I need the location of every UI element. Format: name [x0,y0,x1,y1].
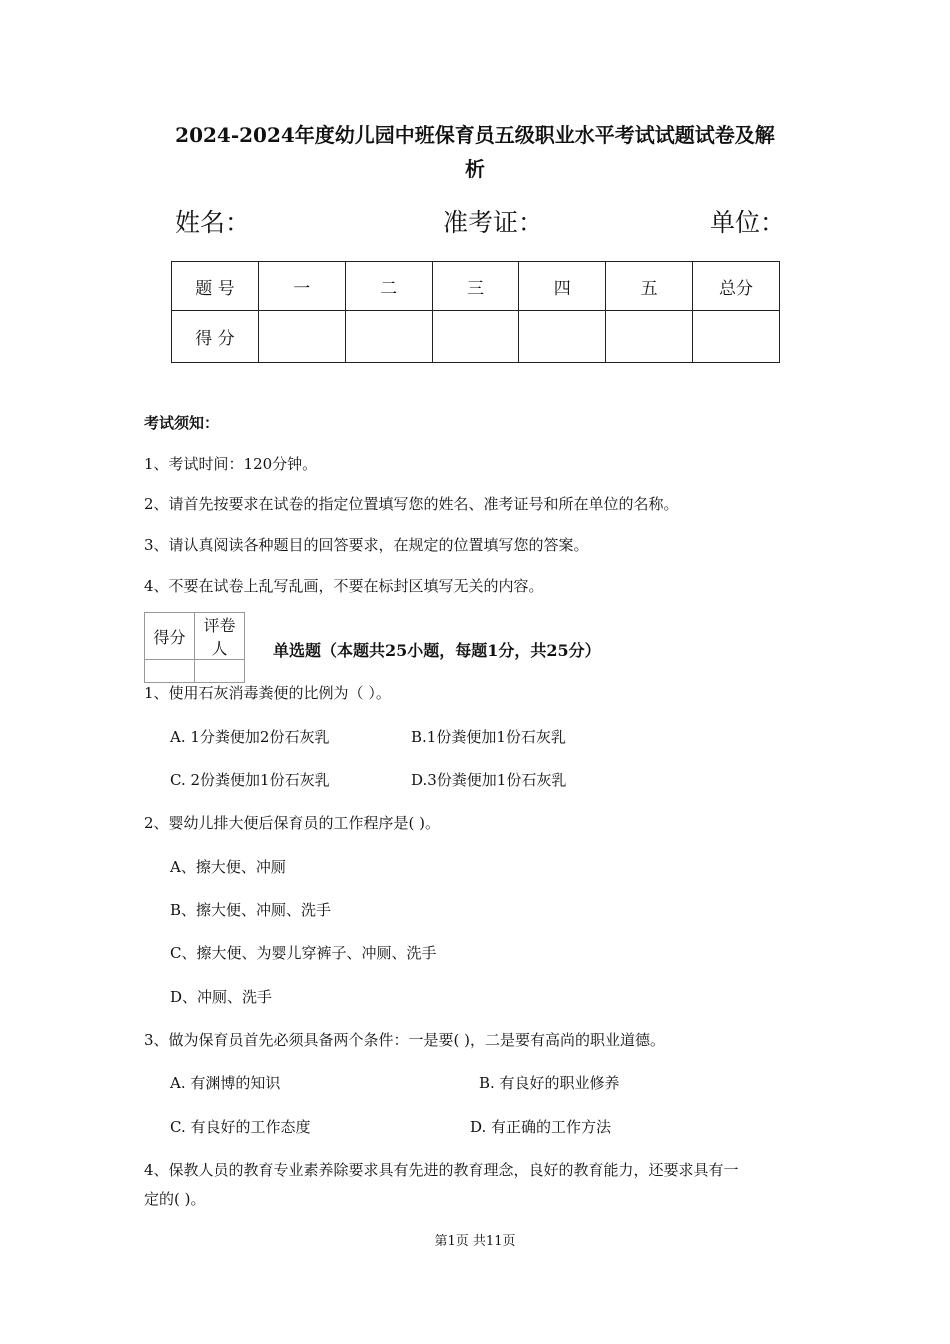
question-option: D. 有正确的工作方法 [470,1118,612,1136]
question-option: C、擦大便、为婴儿穿裤子、冲厕、洗手 [170,944,437,962]
score-table-cell: 二 [345,262,432,311]
ticket-field-label: 准考证： [443,208,544,237]
question-option: B. 有良好的职业修养 [479,1074,620,1092]
question-stem: 1、使用石灰消毒粪便的比例为（ ）。 [144,684,391,702]
notice-item: 1、考试时间：120分钟。 [144,455,318,473]
score-table-cell: 总分 [693,262,780,311]
section-title: 单选题（本题共25小题，每题1分，共25分） [273,641,601,660]
grader-box-grader-label: 评卷人 [195,613,245,660]
question-option: A. 1分粪便加2份石灰乳 [170,728,330,746]
score-entry-cell[interactable] [519,311,606,363]
score-table-cell: 四 [519,262,606,311]
score-table-header-row [172,262,780,311]
score-table-cell: 得 分 [172,311,259,363]
score-entry-cell[interactable] [693,311,780,363]
question-stem: 4、保教人员的教育专业素养除要求具有先进的教育理念，良好的教育能力，还要求具有一 [144,1161,739,1179]
notice-item: 3、请认真阅读各种题目的回答要求，在规定的位置填写您的答案。 [144,536,589,554]
grader-box-grader-cell[interactable] [195,660,245,683]
score-table-cell: 题 号 [172,262,259,311]
document-title-line1: 2024-2024年度幼儿园中班保育员五级职业水平考试试题试卷及解 [175,123,775,147]
name-field-label: 姓名： [175,208,251,237]
question-option: D.3份粪便加1份石灰乳 [411,771,567,789]
score-entry-cell[interactable] [345,311,432,363]
score-table [171,261,780,363]
grader-box-score-label: 得分 [145,613,195,660]
score-table-cell: 五 [606,262,693,311]
question-option: C. 有良好的工作态度 [170,1118,311,1136]
document-title-line2: 析 [465,157,485,181]
unit-field-label: 单位： [710,208,786,237]
score-entry-cell[interactable] [432,311,519,363]
question-option: A、擦大便、冲厕 [170,858,286,876]
question-option: B.1份粪便加1份石灰乳 [411,728,566,746]
score-entry-cell[interactable] [258,311,345,363]
page-footer: 第1页 共11页 [434,1234,516,1249]
grader-box-score-cell[interactable] [145,660,195,683]
grader-box [144,612,245,683]
question-option: A. 有渊博的知识 [170,1074,281,1092]
question-option: B、擦大便、冲厕、洗手 [170,901,332,919]
score-entry-cell[interactable] [606,311,693,363]
question-option: D、冲厕、洗手 [170,988,273,1006]
notice-item: 2、请首先按要求在试卷的指定位置填写您的姓名、准考证号和所在单位的名称。 [144,495,679,513]
question-stem: 2、婴幼儿排大便后保育员的工作程序是( )。 [144,814,441,832]
question-option: C. 2份粪便加1份石灰乳 [170,771,330,789]
question-stem: 3、做为保育员首先必须具备两个条件：一是要( )，二是要有高尚的职业道德。 [144,1031,666,1049]
notice-heading: 考试须知： [144,414,220,432]
score-table-cell: 一 [258,262,345,311]
question-stem-continued: 定的( )。 [144,1190,206,1208]
score-table-cell: 三 [432,262,519,311]
score-table-score-row [172,311,780,363]
notice-item: 4、不要在试卷上乱写乱画，不要在标封区填写无关的内容。 [144,577,544,595]
